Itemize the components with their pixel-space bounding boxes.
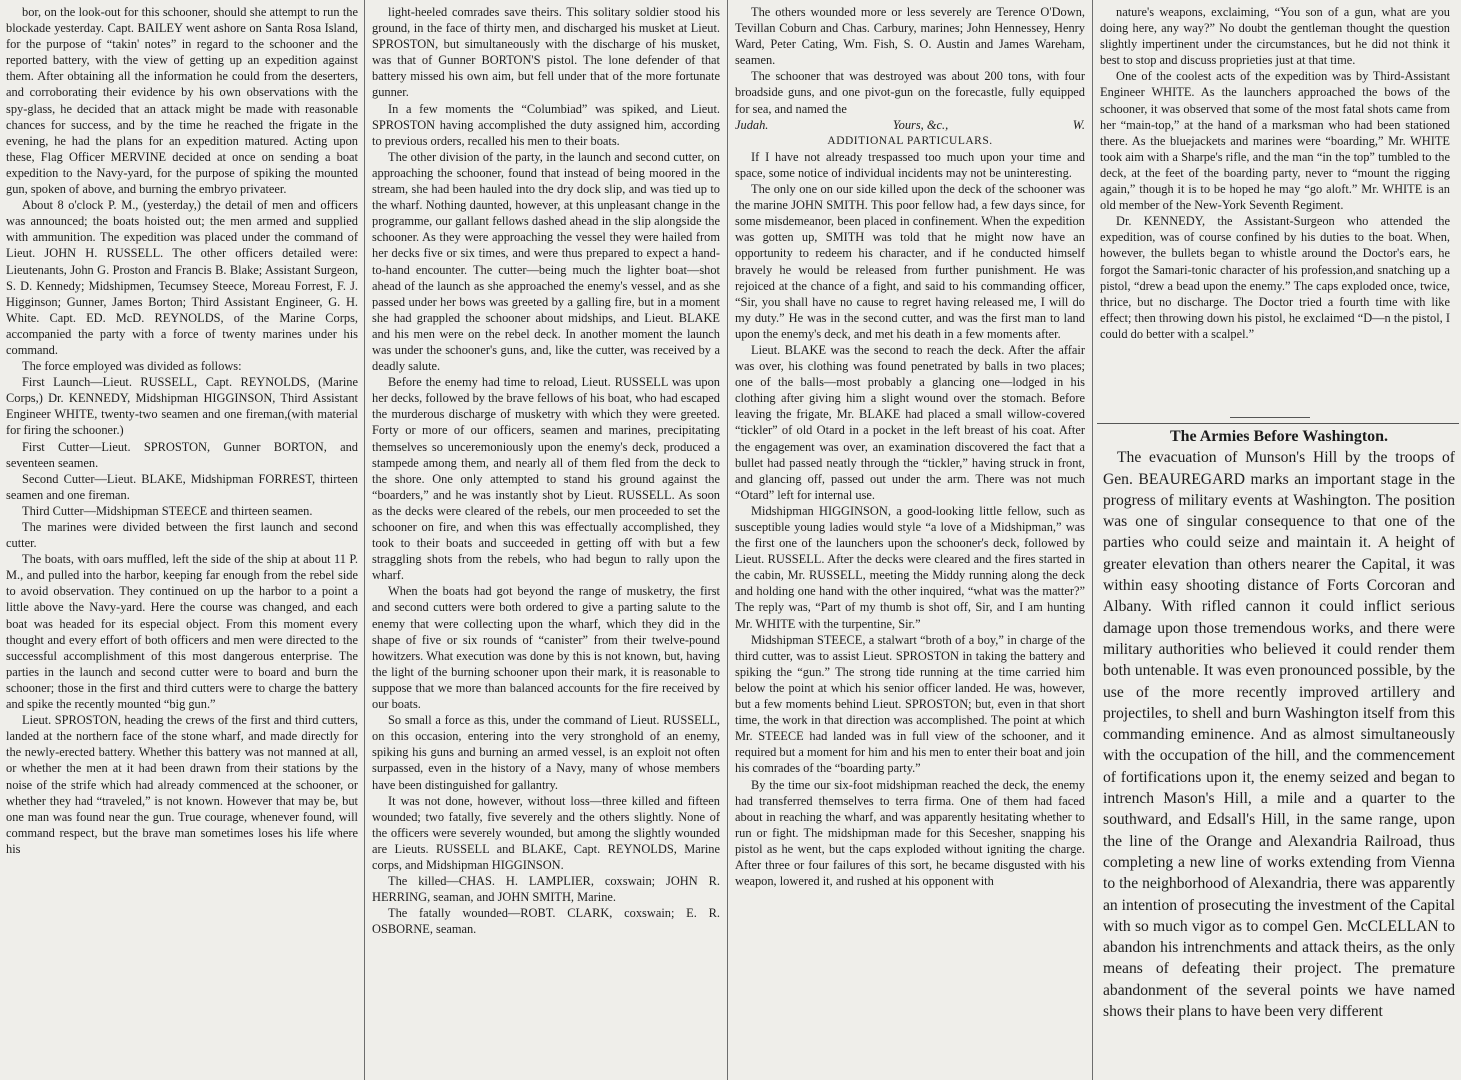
letter-signature (735, 117, 1085, 133)
paragraph: Before the enemy had time to reload, Lieut. RUSSELL was upon her decks, followed by the brave fellows of his boat, who had escaped the murderous discharge of musketry with which they were greeted. Forty or more of our officers, seamen and marines, precipitating themselves so unceremoniously upon the enemy's deck, produced a stampede among them, and nearly all of them fled from the deck to the shore. One only attempted to stand his ground against the “boarders,” and he was instantly shot by Lieut. RUSSELL. As soon as the decks were cleared of the rebels, our men proceeded to set the schooner on fire, and when this was effectually accomplished, they took to their boats and succeeded in getting off with but a few straggling shots from the rebels, who had begun to rally upon the wharf. (372, 375, 720, 583)
paragraph: First Launch—Lieut. RUSSELL, Capt. REYNOLDS, (Marine Corps,) Dr. KENNEDY, Midshipman HIGGINSON, Third Assistant Engineer WHITE, twenty-two seamen and one fireman,(with material for firing the schooner.) (6, 375, 358, 438)
paragraph: When the boats had got beyond the range of musketry, the first and second cutters were both ordered to give a parting salute to the enemy that were collecting upon the wharf, which they did in the shape of five or six rounds of “canister” from their twelve-pound howitzers. What execution was done by this is not known, but, having the light of the burning schooner upon their mark, it is reasonable to suppose that we more than balanced accounts for the fire received by our boats. (372, 584, 720, 712)
column-2 (372, 4, 720, 1076)
paragraph: nature's weapons, exclaiming, “You son of a gun, what are you doing here, any way?” No doubt the gentleman thought the question slightly impertinent under the circumstances, but he did not think it best to stop and discuss proprieties just at that time. (1100, 5, 1450, 68)
paragraph: One of the coolest acts of the expedition was by Third-Assistant Engineer WHITE. As the launchers approached the bows of the schooner, it was observed that some of the most fatal shots came from her “main-top,” at the hand of a marksman who had been stationed there. As the bluejackets and marines were “boarding,” Mr. WHITE took aim with a Sharpe's rifle, and the man “in the top” tumbled to the deck, at the feet of the boarding party, never to “mount the rigging again,” though it is to be hoped he may “go aloft.” Mr. WHITE is an old member of the New-York Seventh Regiment. (1100, 69, 1450, 213)
column-1 (6, 4, 358, 1076)
author-initial: W. (1072, 117, 1085, 132)
article-headline: The Armies Before Washington. (1169, 428, 1389, 445)
paragraph: The boats, with oars muffled, left the side of the ship at about 11 P. M., and pulled into the harbor, keeping far enough from the rebel side to avoid observation. They continued on up the harbor to a point a little above the Navy-yard. Here the course was changed, and each boat was headed for its especial object. From this moment every thought and every effort of both officers and men were directed to the successful accomplishment of this most dangerous enterprise. The parties in the launch and second cutter were to board and burn the schooner; those in the first and third cutters were to charge the battery and spike the recently mounted “big gun.” (6, 552, 358, 712)
article-divider (1230, 417, 1310, 418)
article-divider (1097, 423, 1459, 424)
paragraph: Lieut. BLAKE was the second to reach the deck. After the affair was over, his clothing was found penetrated by balls in two places; one of the balls—most probably a glancing one—lodged in his clothing after giving him a slight wound over the stomach. Before leaving the frigate, Mr. BLAKE had placed a small willow-covered “tickler” of old Otard in a pocket in the left breast of his coat. After the engagement was over, an examination discovered the fact that a bullet had passed neatly through the “tickler,” having struck in front, and glancing off, passed out under the arm. There was not much “Otard” left for internal use. (735, 342, 1085, 502)
paragraph: First Cutter—Lieut. SPROSTON, Gunner BORTON, and seventeen seamen. (6, 439, 358, 470)
paragraph: Dr. KENNEDY, the Assistant-Surgeon who attended the expedition, was of course confined by his duties to the boat. When, however, the bullets began to whistle around the Doctor's ears, he forgot the Samari-tonic character of his profession,and snatching up a pistol, “drew a bead upon the enemy.” The caps exploded once, twice, thrice, but no discharge. The Doctor tried a fourth time with like effect; then throwing down his pistol, he exclaimed “D—n the pistol, I could do better with a scalpel.” (1100, 214, 1450, 341)
paragraph: Second Cutter—Lieut. BLAKE, Midshipman FORREST, thirteen seamen and one fireman. (6, 471, 358, 502)
paragraph: The other division of the party, in the launch and second cutter, on approaching the schooner, found that instead of being moored in the stream, she had been hauled into the dry dock slip, and was tied up to the wharf. Nothing daunted, however, at this unpleasant change in the programme, our gallant fellows dashed ahead in the slip alongside the schooner. As they were approaching the vessel they were hailed from her decks five or six times, and were thus prepared to expect a hand-to-hand encounter. The cutter—being much the lighter boat—shot ahead of the launch as she approached the enemy's vessel, and as she passed under her bows was greeted by a galling fire, but in a moment she had grappled the schooner about midships, and Lieut. BLAKE and his men were on the rebel deck. In another moment the launch was under the schooner's guns, and, like the cutter, was received by a deadly salute. (372, 149, 720, 374)
column-3 (735, 4, 1085, 1076)
paragraph: Midshipman STEECE, a stalwart “broth of a boy,” in charge of the third cutter, was to assist Lieut. SPROSTON in taking the battery and spiking the “gun.” The strong tide running at the time carried him below the point at which his senior officer landed. He was, however, but a few moments behind Lieut. SPROSTON; but, even in that short time, the work in that direction was accomplished. The point at which Mr. STEECE had landed was in full view of the schooner, and it required but a moment for him and his men to enter their boat and join his comrades of the “boarding party.” (735, 632, 1085, 776)
paragraph: light-heeled comrades save theirs. This solitary soldier stood his ground, in the face of thirty men, and discharged his musket at Lieut. SPROSTON, but simultaneously with the discharge of his musket, was that of Gunner BORTON'S pistol. The lone defender of that battery missed his own aim, but fell under that of the more fortunate gunner. (372, 5, 720, 100)
vessel-name: Judah. (735, 117, 769, 132)
paragraph: About 8 o'clock P. M., (yesterday,) the detail of men and officers was announced; the boats hoisted out; the men armed and supplied with ammunition. The expedition was placed under the command of Lieut. JOHN H. RUSSELL. The other officers detailed were: Lieutenants, John G. Proston and Francis B. Blake; Assistant Surgeon, S. D. Kennedy; Midshipmen, Tecumsey Steece, Moreau Forrest, F. J. Higginson; Gunner, James Borton; Third Assistant Engineer, G. H. White. Capt. ED. McD. REYNOLDS, of the Marine Corps, accompanied the party with a force of twenty marines under his command. (6, 198, 358, 357)
paragraph: Third Cutter—Midshipman STEECE and thirteen seamen. (22, 503, 313, 518)
paragraph: The marines were divided between the first launch and second cutter. (6, 520, 358, 551)
paragraph: If I have not already trespassed too much upon your time and space, some notice of individual incidents may not be uninteresting. (735, 149, 1085, 180)
paragraph: The only one on our side killed upon the deck of the schooner was the marine JOHN SMITH. This poor fellow had, a few days since, for some misdemeanor, been placed in confinement. When the expedition was gotten up, SMITH was told that he might now have an opportunity to redeem his character, and if he conducted himself bravely he would be released from further punishment. He was rejoiced at the chance of a fight, and said to his commanding officer, “Sir, you shall have no cause to regret having released me, I will do my duty.” He was in the second cutter, and was the first man to land upon the enemy's deck, and met his death in a few moments after. (735, 182, 1085, 341)
paragraph: The force employed was divided as follows: (22, 359, 242, 374)
paragraph: The evacuation of Munson's Hill by the troops of Gen. BEAUREGARD marks an important stage in the progress of military events at Washington. The position was one of singular consequence to that one of the parties who could seize and maintain it. A height of greater elevation than others nearer the Capital, it was within easy shooting distance of Forts Corcoran and Albany. With rifled cannon it could inflict serious damage upon those tremendous works, and there were military authorities who believed it could render them both untenable. It was even pronounced possible, by the use of the more recently improved artillery and projectiles, to shell and burn Washington itself from this commanding eminence. And as almost simultaneously with the occupation of the hill, and the commencement of fortifications upon it, the enemy seized and began to intrench Mason's Hill, a mile and a quarter to the southward, and Edsall's Hill, in the same range, upon the line of the Orange and Alexandria Railroad, thus completing a new line of works extending from Vienna to the neighborhood of Alexandria, there was apparently an intention of prosecuting the investment of the Capital with so much vigor as to compel Gen. McCLELLAN to abandon his intrenchments and attack theirs, as the only means of defeating their project. The premature abandonment of the several points we have named shows their plans to have been very different (1103, 449, 1455, 1021)
column-4 (1100, 4, 1450, 416)
column-rule (364, 0, 365, 1080)
paragraph: bor, on the look-out for this schooner, should she attempt to run the blockade yesterday. Capt. BAILEY went ashore on Santa Rosa Island, for the purpose of “takin' notes” in regard to the schooner and the reported battery, with the view of getting up an expedition against them. After obtaining all the information he could from the deserters, and corroborating their evidence by his own observations with the spy-glass, he decided that an attack might be made with reasonable chances for success, and by the time he reached the frigate in the evening, he had the plans for an expedition matured. Acting upon these, Flag Officer MERVINE decided at once on sending a boat expedition to the Navy-yard, for the purpose of spiking the mounted gun, spoken of above, and burning the embryo privateer. (6, 5, 358, 197)
paragraph: The fatally wounded—ROBT. CLARK, coxswain; E. R. OSBORNE, seaman. (372, 906, 720, 937)
paragraph: Midshipman HIGGINSON, a good-looking little fellow, such as susceptible young ladies would style “a love of a Midshipman,” was the first one of the launchers upon the schooner's deck, followed by Lieut. RUSSELL. After the decks were cleared and the fires started in the cabin, Mr. RUSSELL, meeting the Middy running along the deck and holding one hand with the other inquired, “what was the matter?” The reply was, “Part of my thumb is shot off, Sir, and I am hunting Mr. WHITE with the turpentine, Sir.” (735, 503, 1085, 631)
column-rule (1092, 0, 1093, 1080)
paragraph: In a few moments the “Columbiad” was spiked, and Lieut. SPROSTON having accomplished the duty assigned him, according to previous orders, recalled his men to their boats. (372, 101, 720, 148)
paragraph: The others wounded more or less severely are Terence O'Down, Tevillan Coburn and Chas. Carbury, marines; John Hennessey, Henry Ward, Peter Cating, Wm. Fish, S. O. Austin and James Wareham, seamen. (735, 5, 1085, 68)
section-subhead: ADDITIONAL PARTICULARS. (827, 134, 993, 147)
paragraph: Lieut. SPROSTON, heading the crews of the first and third cutters, landed at the northern face of the stone wharf, and made directly for the newly-erected battery. Whether this battery was not manned at all, or whether the men at it had been drawn from their stations by the noise of the strife which had already commenced at the schooner, or whether they had “traveled,” is not known. However that may be, but one man was found near the gun. True courage, whenever found, will command respect, but the brave man sometimes loses his life where his (6, 713, 358, 856)
paragraph: The killed—CHAS. H. LAMPLIER, coxswain; JOHN R. HERRING, seaman, and JOHN SMITH, Marine. (372, 874, 720, 905)
column-rule (727, 0, 728, 1080)
article-armies-before-washington (1103, 426, 1455, 1078)
paragraph: So small a force as this, under the command of Lieut. RUSSELL, on this occasion, entering into the very stronghold of an enemy, spiking his guns and burning an armed vessel, is an exploit not often surpassed, even in the history of a Navy, many of whose members have been distinguished for gallantry. (372, 713, 720, 792)
paragraph: The schooner that was destroyed was about 200 tons, with four broadside guns, and one pivot-gun on the forecastle, fully equipped for sea, and named the (735, 69, 1085, 116)
paragraph: By the time our six-foot midshipman reached the deck, the enemy had transferred themselves to terra firma. One of them had faced about in reaching the wharf, and was apparently hesitating whether to run or fight. The midshipman made for this Secesher, snapping his pistol as he went, but the caps exploded without igniting the charge. After three or four failures of this sort, he became disgusted with his weapon, lowered it, and rushed at his opponent with (735, 777, 1085, 889)
closing: Yours, &c., (892, 117, 949, 132)
paragraph: It was not done, however, without loss—three killed and fifteen wounded; two fatally, five severely and the others slightly. None of the officers were severely wounded, but among the slightly wounded are Lieuts. RUSSELL and BLAKE, Capt. REYNOLDS, Marine corps, and Midshipman HIGGINSON. (372, 793, 720, 872)
